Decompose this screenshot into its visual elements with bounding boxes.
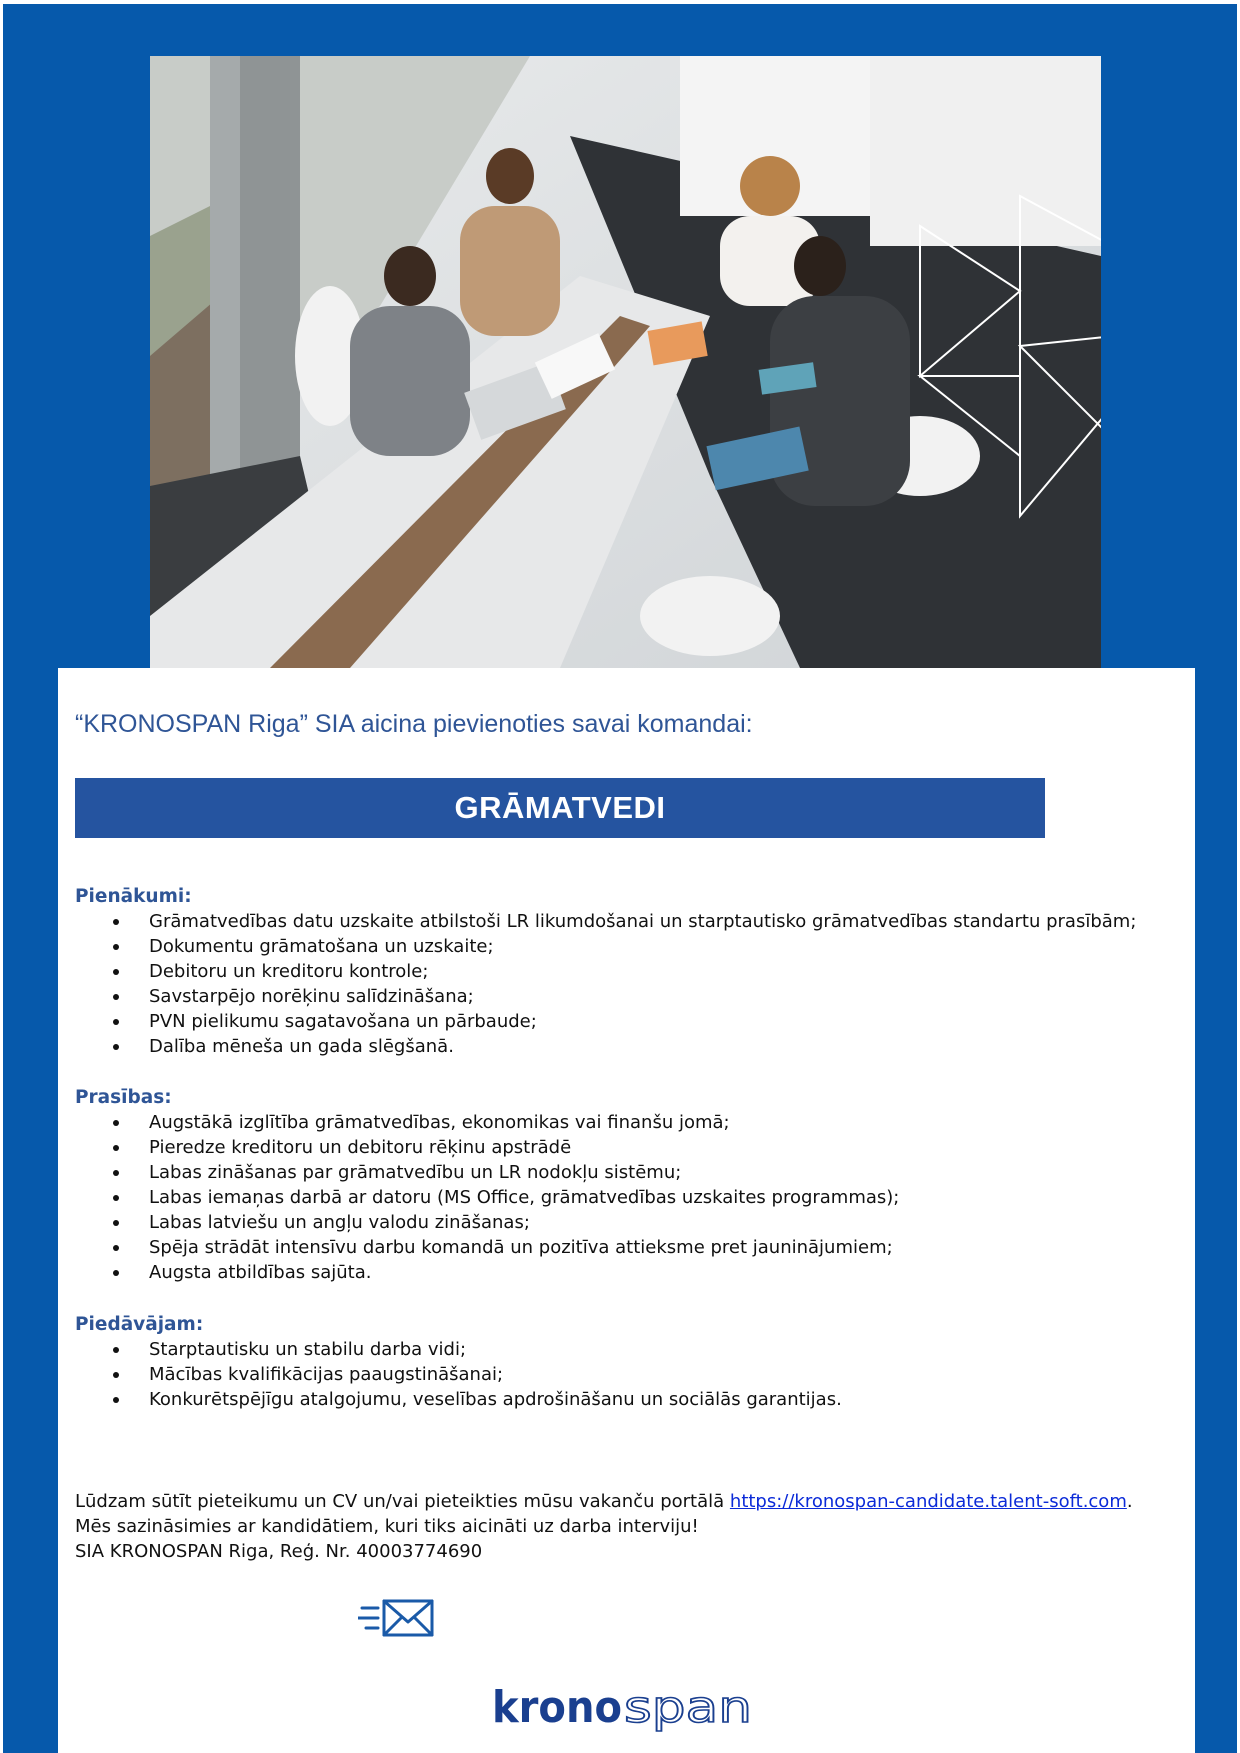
list-item: Labas iemaņas darbā ar datoru (MS Office, grāmatvedības uzskaites programmas); (75, 1185, 1195, 1210)
section-title: Prasības: (75, 1087, 172, 1108)
offer-list (75, 1337, 1195, 1412)
apply-end: . (1126, 1491, 1133, 1512)
apply-line (75, 1489, 1195, 1514)
position-title: GRĀMATVEDI (454, 790, 666, 825)
application-info (75, 1489, 1195, 1564)
office-meeting-photo (150, 56, 1101, 668)
list-item: Debitoru un kreditoru kontrole; (75, 959, 1195, 984)
company-line: SIA KRONOSPAN Riga, Reģ. Nr. 40003774690 (75, 1541, 483, 1562)
requirements-list (75, 1110, 1195, 1285)
list-item: Konkurētspējīgu atalgojumu, veselības apdrošināšanu un sociālās garantijas. (75, 1387, 1195, 1412)
list-item: Starptautisku un stabilu darba vidi; (75, 1337, 1195, 1362)
list-item: Dalība mēneša un gada slēgšanā. (75, 1034, 1195, 1059)
logo-light: span (624, 1682, 752, 1733)
list-item: Augstākā izglītība grāmatvedības, ekonomikas vai finanšu jomā; (75, 1110, 1195, 1135)
contact-line: Mēs sazināsimies ar kandidātiem, kuri tiks aicināti uz darba interviju! (75, 1516, 699, 1537)
section-offer (75, 1312, 1195, 1412)
list-item: Spēja strādāt intensīvu darbu komandā un pozitīva attieksme pret jauninājumiem; (75, 1235, 1195, 1260)
section-title: Pienākumi: (75, 886, 192, 907)
career-portal-link[interactable]: https://kronospan-candidate.talent-soft.com (729, 1491, 1127, 1512)
position-banner (75, 778, 1045, 838)
logo-bold: krono (492, 1682, 622, 1733)
list-item: Savstarpējo norēķinu salīdzināšana; (75, 984, 1195, 1009)
list-item: Grāmatvedības datu uzskaite atbilstoši LR likumdošanai un starptautisko grāmatvedības standartu prasībām; (75, 909, 1195, 934)
list-item: Labas zināšanas par grāmatvedību un LR nodokļu sistēmu; (75, 1160, 1195, 1185)
section-title: Piedāvājam: (75, 1314, 204, 1335)
list-item: Pieredze kreditoru un debitoru rēķinu apstrādē (75, 1135, 1195, 1160)
kronospan-logo (492, 1680, 754, 1736)
list-item: Augsta atbildības sajūta. (75, 1260, 1195, 1285)
duties-list (75, 909, 1195, 1059)
intro-heading: “KRONOSPAN Riga” SIA aicina pievienoties savai komandai: (75, 710, 753, 738)
list-item: PVN pielikumu sagatavošana un pārbaude; (75, 1009, 1195, 1034)
section-requirements (75, 1085, 1195, 1285)
list-item: Labas latviešu un angļu valodu zināšanas; (75, 1210, 1195, 1235)
list-item: Dokumentu grāmatošana un uzskaite; (75, 934, 1195, 959)
apply-text: Lūdzam sūtīt pieteikumu un CV un/vai pieteikties mūsu vakanču portālā (75, 1491, 730, 1512)
section-duties (75, 884, 1195, 1059)
list-item: Mācības kvalifikācijas paaugstināšanai; (75, 1362, 1195, 1387)
mail-send-icon (358, 1596, 436, 1640)
